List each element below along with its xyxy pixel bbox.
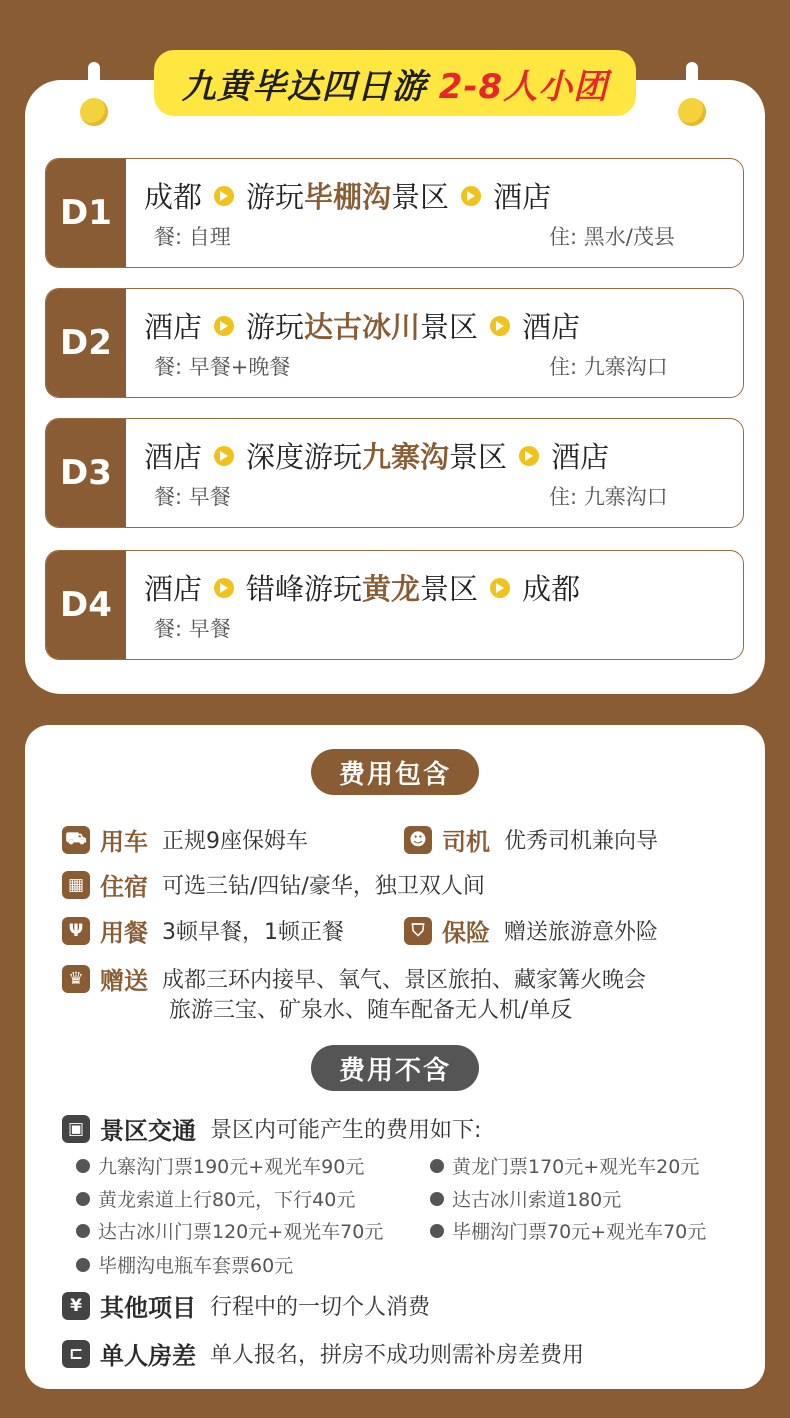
arrow-right-icon: [214, 186, 234, 206]
day-row-4: [45, 550, 744, 660]
arrow-right-icon: [519, 446, 539, 466]
day-row-1: [45, 158, 744, 268]
excluded-single-label: 单人房差: [100, 1342, 196, 1370]
day-row-3: [45, 418, 744, 528]
day-route: [144, 305, 580, 346]
included-insurance-label: 保险: [442, 919, 490, 947]
route-spot-suffix: 景区: [449, 440, 508, 474]
included-driver-text: 优秀司机兼向导: [504, 829, 659, 854]
fee-item: 毕棚沟电瓶车套票60元: [76, 1251, 293, 1278]
day-route: [144, 567, 580, 608]
route-from: 酒店: [144, 440, 203, 474]
fee-item: 黄龙门票170元+观光车20元: [430, 1152, 699, 1179]
included-car: [62, 822, 308, 857]
arrow-right-icon: [461, 186, 481, 206]
included-car-text: 正规9座保姆车: [162, 829, 308, 854]
included-gift-label: 赠送: [100, 967, 148, 995]
tour-title-sub: 2-8人小团: [438, 66, 609, 107]
route-spot: 黄龙: [362, 572, 421, 606]
excluded-other-label: 其他项目: [100, 1294, 196, 1322]
route-spot: 达古冰川: [304, 310, 421, 344]
included-hotel-text: 可选三钻/四钻/豪华，独卫双人间: [162, 874, 485, 899]
day-stay: 住: 九寨沟口: [549, 355, 668, 379]
day-meal: 餐: 早餐: [154, 617, 231, 641]
day-row-2: [45, 288, 744, 398]
arrow-right-icon: [214, 578, 234, 598]
included-gift: [62, 961, 646, 996]
included-gift-line2: 旅游三宝、矿泉水、随车配备无人机/单反: [169, 998, 573, 1023]
included-hotel: [62, 867, 485, 902]
day-tag: D3: [46, 419, 126, 527]
gift-icon: ♛: [62, 965, 90, 993]
fee-item: 达古冰川门票120元+观光车70元: [76, 1217, 383, 1244]
route-play: 游玩: [246, 310, 305, 344]
fee-item: 达古冰川索道180元: [430, 1185, 621, 1212]
included-gift-line1: 成都三环内接早、氧气、景区旅拍、藏家篝火晚会: [162, 968, 647, 993]
tour-title: [154, 50, 636, 116]
shield-icon: ⛉: [404, 917, 432, 945]
included-car-label: 用车: [100, 828, 148, 856]
arrow-right-icon: [490, 316, 510, 336]
route-from: 酒店: [144, 310, 203, 344]
route-to: 酒店: [522, 310, 581, 344]
day-meal: 餐: 早餐: [154, 485, 231, 509]
route-spot-suffix: 景区: [420, 310, 479, 344]
excluded-other: [62, 1288, 430, 1323]
excluded-transport-text: 景区内可能产生的费用如下:: [210, 1118, 482, 1143]
included-insurance: [404, 913, 658, 948]
route-spot-suffix: 景区: [420, 572, 479, 606]
route-from: 酒店: [144, 572, 203, 606]
excluded-transport: [62, 1111, 481, 1146]
driver-icon: ☻: [404, 826, 432, 854]
route-from: 成都: [144, 180, 203, 214]
included-driver-label: 司机: [442, 828, 490, 856]
excluded-single-text: 单人报名，拼房不成功则需补房差费用: [210, 1343, 585, 1368]
route-play: 错峰游玩: [246, 572, 363, 606]
fee-excluded-title: 费用不含: [311, 1045, 479, 1091]
included-driver: [404, 822, 658, 857]
route-to: 酒店: [551, 440, 610, 474]
day-stay: 住: 黑水/茂县: [549, 225, 675, 249]
included-food: [62, 913, 344, 948]
day-tag: D1: [46, 159, 126, 267]
arrow-right-icon: [214, 316, 234, 336]
fee-item: 黄龙索道上行80元，下行40元: [76, 1185, 355, 1212]
included-insurance-text: 赠送旅游意外险: [504, 920, 659, 945]
fee-item: 九寨沟门票190元+观光车90元: [76, 1152, 364, 1179]
day-meal: 餐: 自理: [154, 225, 231, 249]
excluded-other-text: 行程中的一切个人消费: [210, 1295, 431, 1320]
day-route: [144, 175, 551, 216]
route-spot: 毕棚沟: [304, 180, 392, 214]
bed-icon: ⊏: [62, 1340, 90, 1368]
day-tag: D4: [46, 551, 126, 659]
day-meal: 餐: 早餐+晚餐: [154, 355, 291, 379]
building-icon: ▦: [62, 871, 90, 899]
route-play: 深度游玩: [246, 440, 363, 474]
included-hotel-label: 住宿: [100, 873, 148, 901]
arrow-right-icon: [490, 578, 510, 598]
route-spot-suffix: 景区: [391, 180, 450, 214]
route-play: 游玩: [246, 180, 305, 214]
excluded-transport-label: 景区交通: [100, 1117, 196, 1145]
route-to: 酒店: [493, 180, 552, 214]
day-tag: D2: [46, 289, 126, 397]
arrow-right-icon: [214, 446, 234, 466]
bus-icon: ▣: [62, 1115, 90, 1143]
excluded-single: [62, 1336, 584, 1371]
fork-knife-icon: Ψ: [62, 917, 90, 945]
fee-included-title: 费用包含: [311, 749, 479, 795]
receipt-icon: ¥: [62, 1292, 90, 1320]
car-icon: ⛟: [62, 826, 90, 854]
route-spot: 九寨沟: [362, 440, 450, 474]
included-food-label: 用餐: [100, 919, 148, 947]
day-route: [144, 435, 609, 476]
day-stay: 住: 九寨沟口: [549, 485, 668, 509]
route-to: 成都: [522, 572, 581, 606]
tour-title-main: 九黄毕达四日游: [181, 66, 427, 107]
included-gift-line2-row: [155, 993, 572, 1024]
included-food-text: 3顿早餐，1顿正餐: [162, 920, 344, 945]
fee-item: 毕棚沟门票70元+观光车70元: [430, 1217, 706, 1244]
